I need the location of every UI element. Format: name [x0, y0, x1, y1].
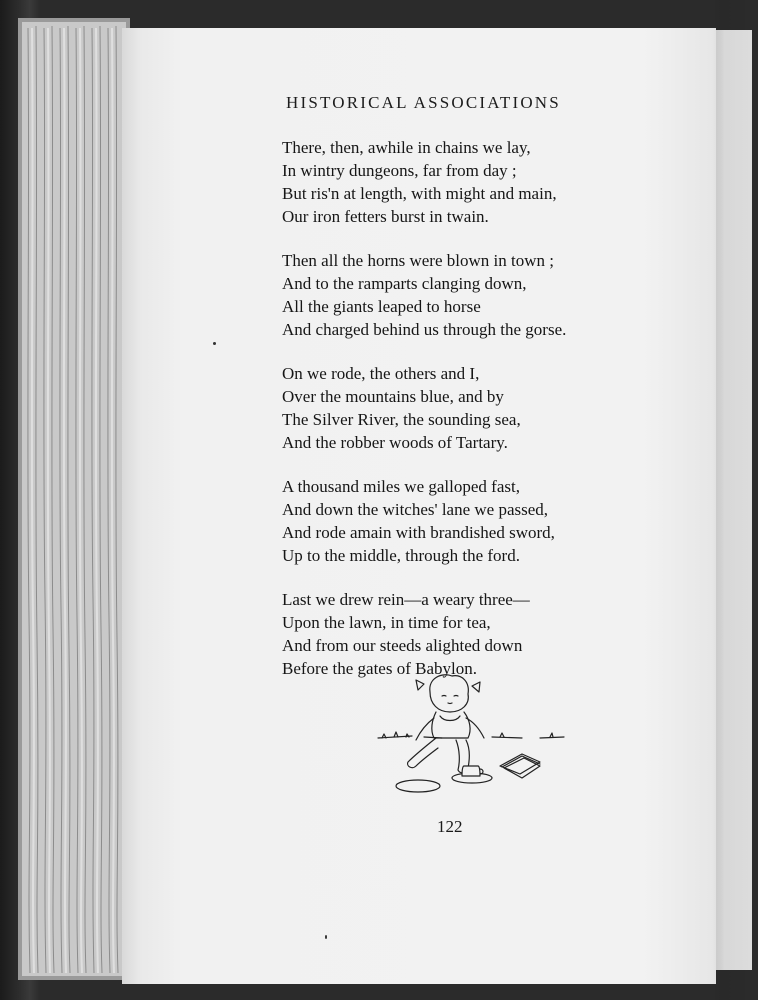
- poem-line: Our iron fetters burst in twain.: [282, 207, 489, 226]
- poem-line: Last we drew rein—a weary three—: [282, 590, 530, 609]
- stanza: [282, 475, 622, 567]
- stanza: [282, 362, 622, 454]
- poem-line: The Silver River, the sounding sea,: [282, 410, 521, 429]
- poem-line: All the giants leaped to horse: [282, 297, 481, 316]
- stanza: [282, 588, 622, 680]
- poem-line: But ris'n at length, with might and main,: [282, 184, 557, 203]
- poem-line: And to the ramparts clanging down,: [282, 274, 527, 293]
- poem: [282, 136, 622, 701]
- poem-line: And rode amain with brandished sword,: [282, 523, 555, 542]
- poem-line: And down the witches' lane we passed,: [282, 500, 549, 519]
- poem-line: Over the mountains blue, and by: [282, 387, 504, 406]
- running-head: HISTORICAL ASSOCIATIONS: [286, 93, 561, 112]
- poem-line: There, then, awhile in chains we lay,: [282, 138, 531, 157]
- book-page-edges: [18, 18, 130, 980]
- poem-line: And charged behind us through the gorse.: [282, 320, 567, 339]
- poem-line: Then all the horns were blown in town ;: [282, 251, 554, 270]
- page-shadow: [712, 0, 758, 1000]
- poem-line: And from our steeds alighted down: [282, 636, 523, 655]
- poem-line: A thousand miles we galloped fast,: [282, 477, 520, 496]
- poem-line: Up to the middle, through the ford.: [282, 546, 520, 565]
- poem-line: Upon the lawn, in time for tea,: [282, 613, 491, 632]
- page-number: 122: [437, 817, 463, 836]
- poem-line: And the robber woods of Tartary.: [282, 433, 508, 452]
- stanza: [282, 136, 622, 228]
- scan-speck: [213, 342, 216, 345]
- poem-line: On we rode, the others and I,: [282, 364, 480, 383]
- poem-line: Before the gates of Babylon.: [282, 659, 477, 678]
- stanza: [282, 249, 622, 341]
- scan-speck: [325, 935, 327, 939]
- child-tea-illustration: [372, 670, 582, 800]
- poem-line: In wintry dungeons, far from day ;: [282, 161, 517, 180]
